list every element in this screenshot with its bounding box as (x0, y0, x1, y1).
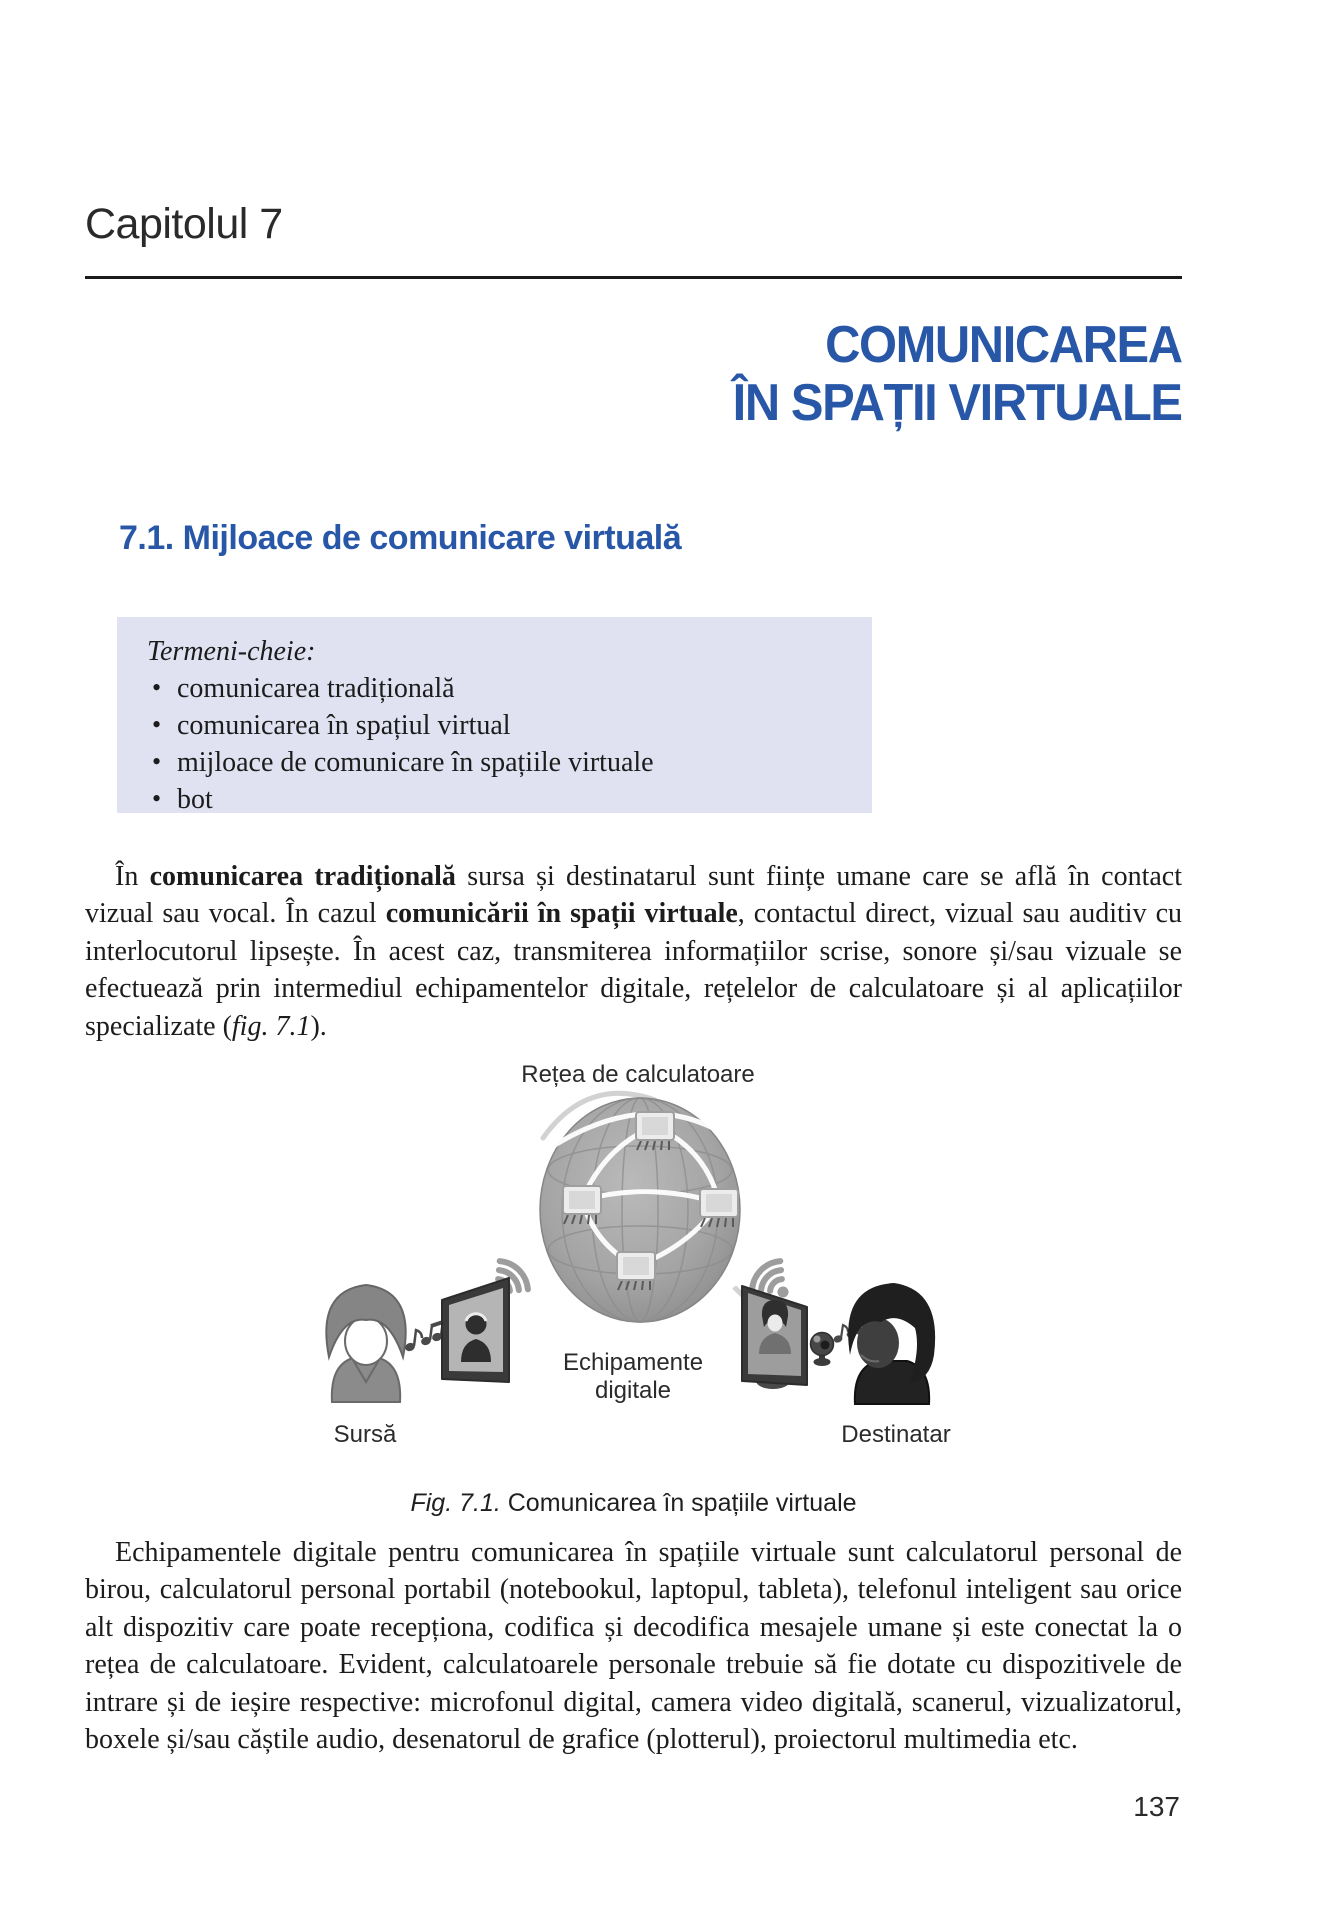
intro-fig-ref: fig. 7.1 (231, 1010, 311, 1042)
figure-caption-label: Fig. 7.1. (410, 1489, 501, 1517)
equipment-label-line2: digitale (594, 1377, 672, 1404)
chapter-label: Capitolul 7 (85, 200, 283, 248)
figure-7-1 (85, 1050, 1182, 1460)
figure-7-1-drawing (85, 1050, 1182, 1460)
key-term-item: • mijloace de comunicare în spațiile virtuale (177, 744, 854, 781)
destination-person-figure (848, 1283, 935, 1404)
page-number: 137 (1133, 1791, 1180, 1822)
key-terms-box (117, 617, 872, 813)
intro-paragraph (85, 858, 1182, 1045)
music-notes-icon-left (405, 1321, 443, 1352)
equipment-paragraph: Echipamentele digitale pentru comunicarea în spațiile virtuale sunt calculatorul personal de birou, calculatorul personal portabil (notebookul, laptopul, tableta), telefonul inteligent sau orice alt dispozitiv care poate recepționa, codifica și decodifica mesajele umane și este conectat la o rețea de calculatoare. Evident, calculatoarele personale trebuie să fie dotate cu dispozitivele de intrare și de ieșire respective: microfonul digital, camera video digitală, scanerul, vizualizatorul, boxele și/sau căștile audio, desenatorul de grafice (plotterul), proiectorul multimedia etc. (85, 1537, 1182, 1756)
destination-label: Destinatar (841, 1421, 951, 1448)
source-person-figure (326, 1285, 405, 1402)
webcam-icon (811, 1333, 834, 1367)
intro-text: sursa și destinatarul sunt ființe umane care se află în contact vizual sau vocal. În cazul (85, 861, 1182, 930)
source-monitor-icon (442, 1278, 509, 1382)
intro-text: , contactul direct, vizual sau auditiv cu interlocutorul lipsește. În acest caz, transmiterea informațiilor scrise, sonore și/sau vizuale se efectuează prin intermediul echipamentelor digitale, rețelelor de calculatoare și al aplicațiilor specializate ( (85, 898, 1182, 1042)
network-label: Rețea de calculatoare (521, 1061, 755, 1088)
key-term-item: • comunicarea în spațiul virtual (177, 707, 854, 744)
intro-text: ). (310, 1010, 327, 1042)
section-title: 7.1. Mijloace de comunicare virtuală (119, 519, 682, 557)
intro-text: În (115, 861, 150, 892)
intro-bold-term: comunicarea tradițională (149, 861, 456, 892)
destination-monitor-icon (742, 1286, 807, 1389)
key-terms-list (147, 670, 854, 818)
figure-caption-text: Comunicarea în spațiile virtuale (500, 1489, 857, 1517)
chapter-title-line2: ÎN SPAȚII VIRTUALE (733, 374, 1182, 432)
key-term-item: • bot (177, 781, 854, 818)
key-terms-heading: Termeni-cheie: (147, 636, 316, 667)
source-label: Sursă (333, 1421, 397, 1448)
globe-network-icon (540, 1098, 747, 1322)
chapter-title-line1: COMUNICAREA (825, 316, 1182, 374)
chapter-title (733, 316, 1182, 432)
equipment-label-line1: Echipamente (562, 1349, 704, 1376)
intro-bold-term: comunicării în spații virtuale (385, 898, 738, 930)
key-term-item: • comunicarea tradițională (177, 670, 854, 707)
figure-caption (85, 1489, 1182, 1518)
chapter-rule (85, 276, 1182, 279)
